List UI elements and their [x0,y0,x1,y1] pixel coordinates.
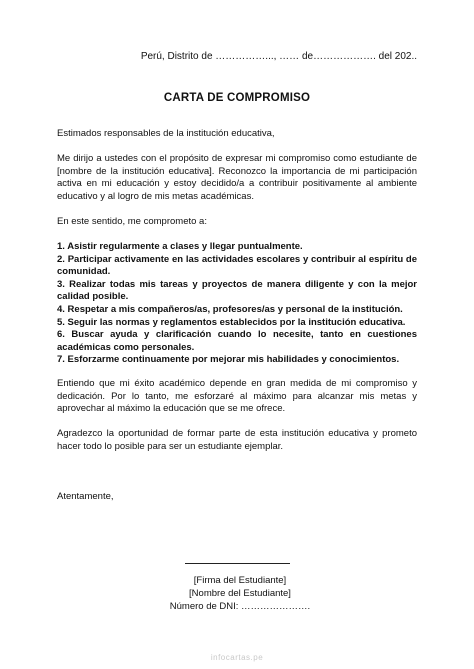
commitment-item: 6. Buscar ayuda y clarificación cuando lo necesite, tanto en cuestiones académicas como personales. [57,329,417,353]
signature-dni: Número de DNI: …………………. [169,601,311,612]
commitment-item: 4. Respetar a mis compañeros/as, profesores/as y personal de la institución. [57,303,403,315]
closing-paragraph-1: Entiendo que mi éxito académico depende en gran medida de mi compromiso y dedicación. Por lo tanto, me esforzaré al máximo para alcanzar mis metas y aprovechar al máximo la educación que se me ofrece. [57,378,417,415]
signature-nombre: [Nombre del Estudiante] [189,588,291,599]
date-line: Perú, Distrito de ……………..., …… de………………. del 202.. [140,51,417,62]
commitment-item: 3. Realizar todas mis tareas y proyectos de manera diligente y con la mejor calidad posible. [57,278,417,303]
closing-paragraph-2: Agradezco la oportunidad de formar parte de esta institución educativa y prometo hacer todo lo posible para ser un estudiante ejemplar. [57,428,417,452]
signature-line [185,563,290,564]
commitment-list [57,241,417,367]
letter-title: CARTA DE COMPROMISO [163,92,311,104]
commitment-item: 5. Seguir las normas y reglamentos establecidos por la institución educativa. [57,316,406,328]
commitment-item: 1. Asistir regularmente a clases y llegar puntualmente. [57,241,303,252]
commitment-lead: En este sentido, me comprometo a: [57,216,207,227]
intro-paragraph: Me dirijo a ustedes con el propósito de expresar mi compromiso como estudiante de [nombre de la institución educativa]. Reconozco la importancia de mi participación activa en mi educación y estoy decidido/a a contribuir positivamente al ambiente educativo y al logro de mis metas académicas. [57,153,417,202]
commitment-item: 2. Participar activamente en las actividades escolares y contribuir al espíritu de comunidad. [57,253,417,278]
watermark: infocartas.pe [210,653,264,662]
commitment-item: 7. Esforzarme continuamente por mejorar mis habilidades y conocimientos. [57,354,400,366]
signature-firma: [Firma del Estudiante] [193,575,287,586]
greeting: Estimados responsables de la institución educativa, [57,128,275,139]
regards: Atentamente, [57,491,114,502]
